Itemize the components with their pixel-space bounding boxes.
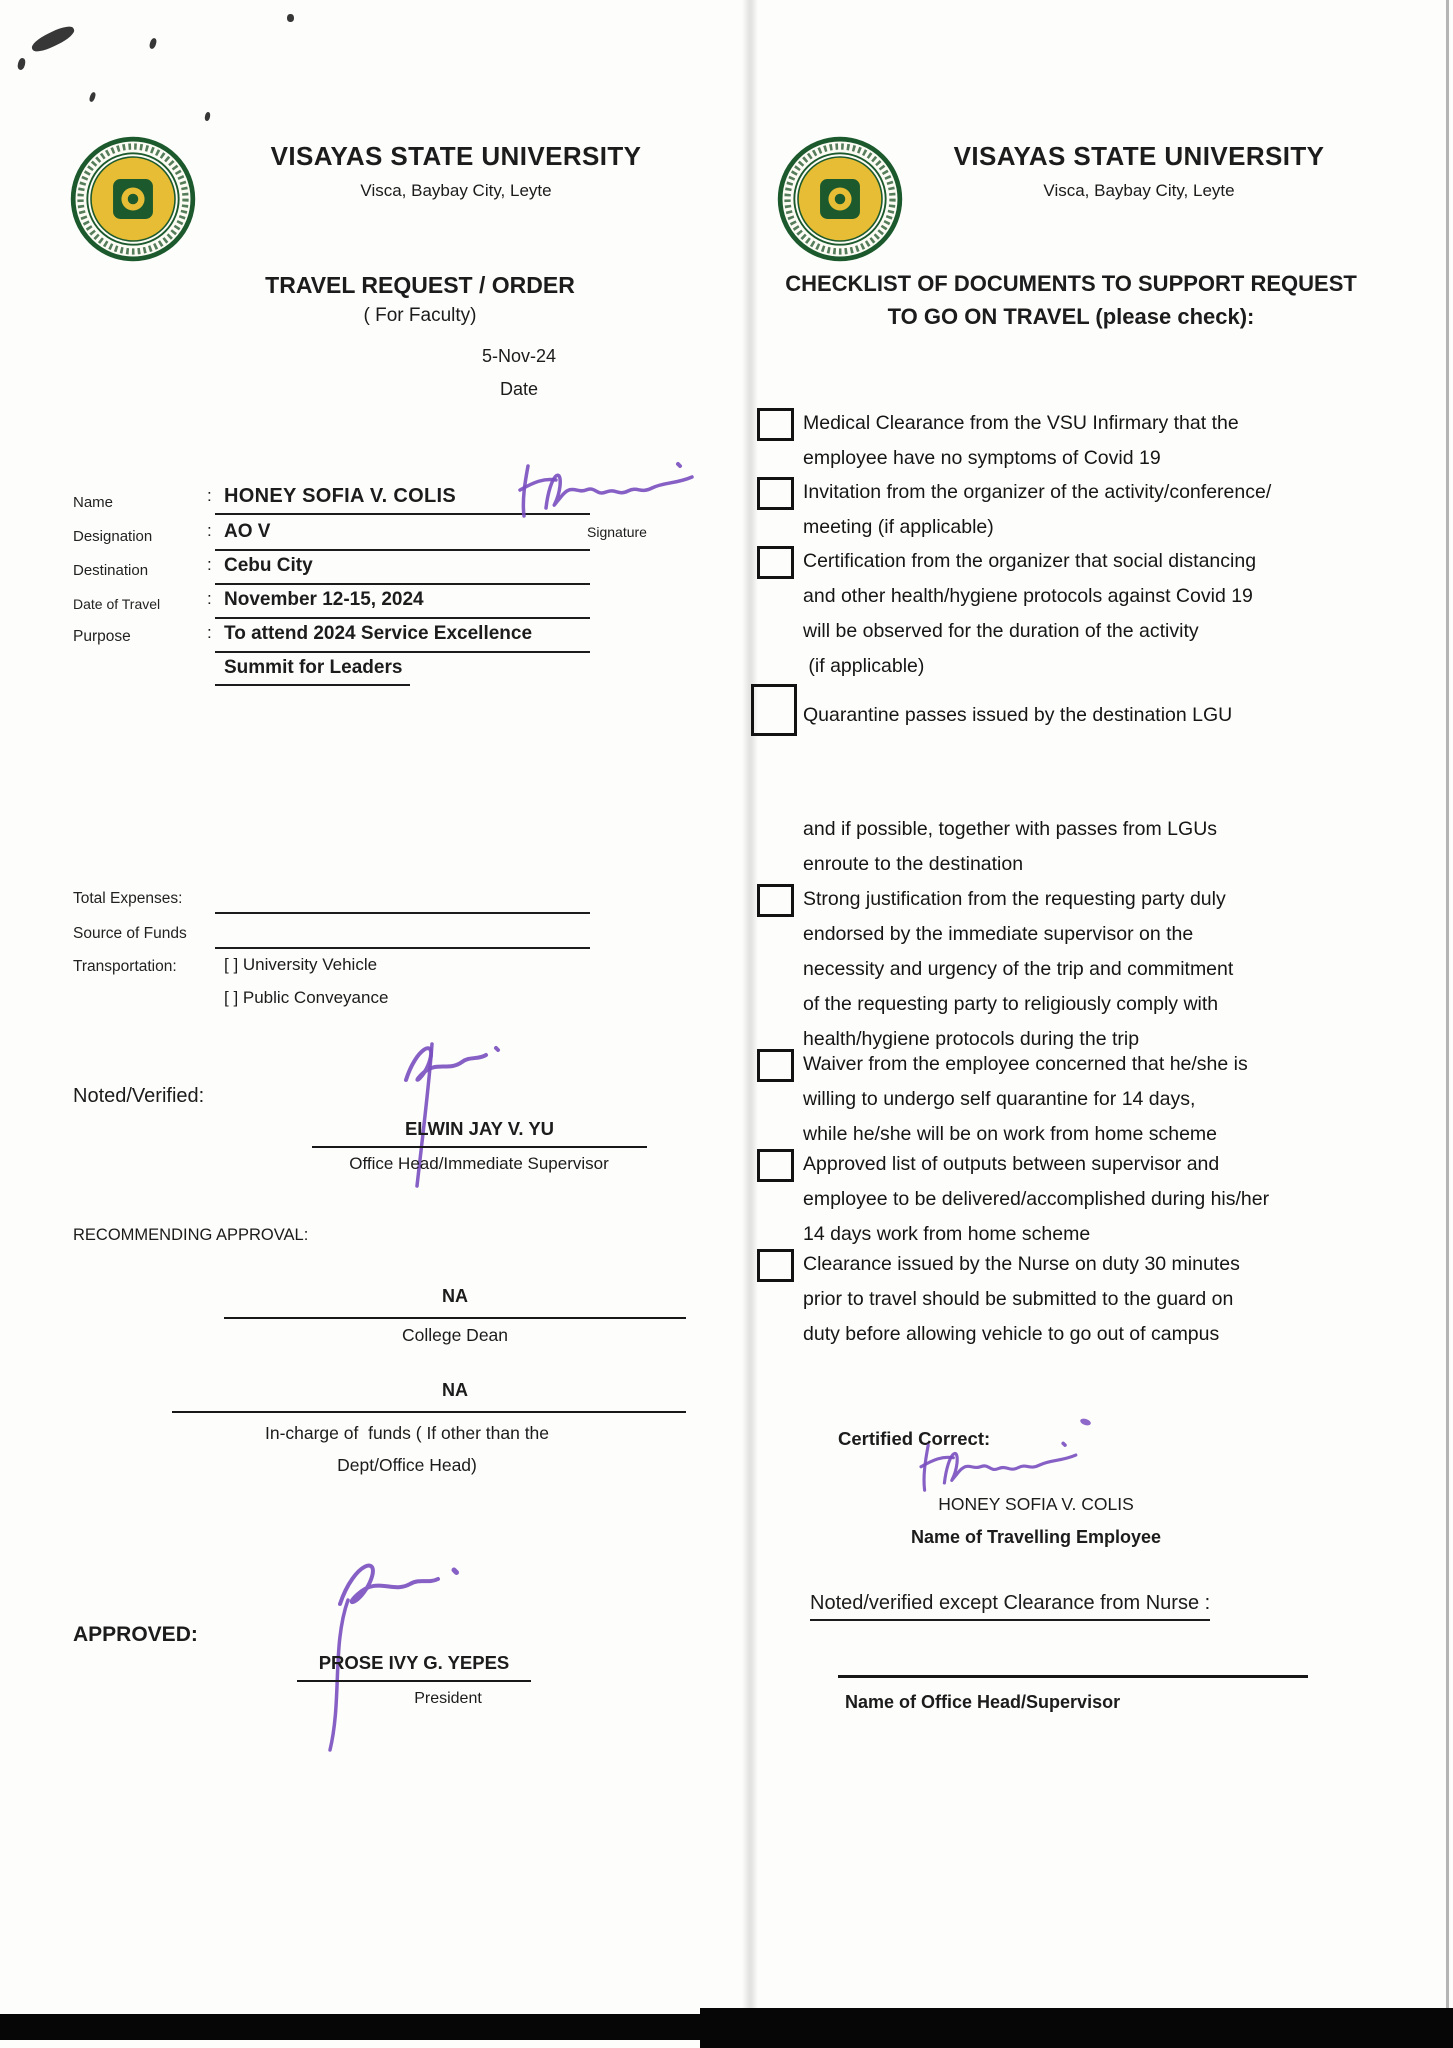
checkbox-certification[interactable]	[757, 546, 794, 579]
scan-artifact	[148, 37, 157, 49]
approved-label: APPROVED:	[73, 1623, 198, 1646]
checklist-item	[803, 1147, 1269, 1252]
scan-artifact	[204, 112, 211, 122]
field-colon: :	[207, 589, 212, 608]
checklist-line: Invitation from the organizer of the activity/conference/	[803, 481, 1272, 503]
checklist-line: meeting (if applicable)	[803, 516, 994, 538]
scan-artifact	[17, 57, 27, 70]
form-title: TRAVEL REQUEST / ORDER	[265, 272, 575, 298]
checklist-item	[803, 1247, 1240, 1352]
checklist-line: willing to undergo self quarantine for 14 days,	[803, 1088, 1196, 1110]
field-colon: :	[207, 555, 212, 574]
checklist-item	[803, 475, 1271, 545]
incharge-funds-role-line1: In-charge of funds ( If other than the	[264, 1423, 550, 1443]
scan-edge-bottom	[700, 2008, 1453, 2048]
approved-role: President	[414, 1690, 482, 1707]
checklist-title-line2: TO GO ON TRAVEL (please check):	[887, 304, 1255, 329]
scan-artifact	[287, 14, 294, 22]
checklist-line: employee have no symptoms of Covid 19	[803, 447, 1161, 469]
checklist-line: prior to travel should be submitted to the guard on	[803, 1288, 1234, 1310]
checklist-line: Waiver from the employee concerned that he/she is	[803, 1053, 1248, 1075]
university-name: VISAYAS STATE UNIVERSITY	[953, 141, 1325, 171]
checklist-line: Certification from the organizer that social distancing	[803, 550, 1257, 572]
total-expenses-label: Total Expenses:	[73, 890, 183, 907]
checkbox-quarantine-passes[interactable]	[751, 684, 797, 736]
checklist-line: Approved list of outputs between supervisor and	[803, 1153, 1220, 1175]
noted-verified-role: Office Head/Immediate Supervisor	[349, 1154, 609, 1173]
checkbox-waiver[interactable]	[757, 1049, 794, 1082]
recommending-approval-label: RECOMMENDING APPROVAL:	[73, 1226, 309, 1244]
signature-caption: Signature	[587, 524, 647, 540]
incharge-funds-value: NA	[442, 1380, 468, 1400]
ink-mark	[1079, 1417, 1091, 1426]
date-label: Date	[499, 379, 539, 399]
certified-correct-label: Certified Correct:	[838, 1428, 991, 1449]
checklist-line: Strong justification from the requesting party duly	[803, 888, 1226, 910]
checklist-line: enroute to the destination	[803, 853, 1024, 875]
field-label-designation: Designation	[73, 528, 153, 545]
incharge-funds-line	[172, 1411, 686, 1413]
checklist-line: health/hygiene protocols during the trip	[803, 1028, 1140, 1050]
field-value-name: HONEY SOFIA V. COLIS	[215, 485, 590, 515]
field-value-purpose-line2: Summit for Leaders	[215, 657, 410, 687]
scan-edge-right	[1446, 0, 1449, 2048]
form-subtitle: ( For Faculty)	[363, 305, 477, 326]
date-value: 5-Nov-24	[481, 346, 557, 366]
field-colon: :	[207, 623, 212, 642]
checklist-line: Clearance issued by the Nurse on duty 30 minutes	[803, 1253, 1240, 1275]
field-label-name: Name	[73, 494, 114, 511]
certified-name: HONEY SOFIA V. COLIS	[938, 1494, 1134, 1514]
checklist-line: duty before allowing vehicle to go out of campus	[803, 1323, 1220, 1345]
university-address: Visca, Baybay City, Leyte	[1043, 181, 1235, 200]
field-value-destination: Cebu City	[215, 555, 590, 585]
checklist-line: endorsed by the immediate supervisor on the	[803, 923, 1194, 945]
checklist-line: will be observed for the duration of the activity	[803, 620, 1199, 642]
noted-verified-label: Noted/Verified:	[73, 1085, 205, 1107]
checklist-line: and other health/hygiene protocols against Covid 19	[803, 585, 1253, 607]
vsu-seal	[777, 136, 903, 262]
noted-except-label: Noted/verified except Clearance from Nurse :	[810, 1592, 1210, 1621]
total-expenses-field[interactable]	[215, 884, 590, 914]
checklist-line: employee to be delivered/accomplished during his/her	[803, 1188, 1270, 1210]
checkbox-nurse-clearance[interactable]	[757, 1249, 794, 1282]
checklist-note	[803, 812, 1217, 882]
scan-artifact	[88, 91, 96, 102]
checklist-line: Quarantine passes issued by the destination LGU	[803, 704, 1233, 726]
checkbox-medical-clearance[interactable]	[757, 408, 794, 441]
noted-except-wrapper	[810, 1592, 1210, 1621]
transport-option-university-vehicle[interactable]: [ ] University Vehicle	[224, 955, 378, 974]
field-value-purpose: To attend 2024 Service Excellence	[215, 623, 590, 653]
college-dean-role: College Dean	[401, 1325, 509, 1345]
field-label-purpose: Purpose	[73, 628, 131, 645]
field-label-destination: Destination	[73, 562, 149, 579]
checklist-item	[803, 882, 1233, 1057]
checkbox-strong-justification[interactable]	[757, 884, 794, 917]
checkbox-approved-outputs[interactable]	[757, 1149, 794, 1182]
college-dean-value: NA	[442, 1286, 468, 1306]
transport-option-public-conveyance[interactable]: [ ] Public Conveyance	[224, 988, 389, 1007]
incharge-funds-role-line2: Dept/Office Head)	[337, 1455, 477, 1475]
approved-name: PROSE IVY G. YEPES	[297, 1652, 531, 1682]
checkbox-invitation[interactable]	[757, 477, 794, 510]
certified-role: Name of Travelling Employee	[910, 1527, 1162, 1547]
signature-honey-colis	[510, 450, 710, 535]
office-head-signature-line[interactable]	[838, 1675, 1308, 1678]
university-name: VISAYAS STATE UNIVERSITY	[270, 141, 642, 171]
checklist-item	[803, 406, 1239, 476]
source-of-funds-field[interactable]	[215, 919, 590, 949]
field-value-designation: AO V	[215, 521, 590, 551]
checklist-title-line1: CHECKLIST OF DOCUMENTS TO SUPPORT REQUEST	[785, 271, 1357, 296]
field-colon: :	[207, 486, 212, 505]
page-seam	[742, 0, 758, 2048]
checklist-line: while he/she will be on work from home scheme	[803, 1123, 1218, 1145]
field-label-date-of-travel: Date of Travel	[73, 596, 161, 612]
checklist-item	[803, 1047, 1248, 1152]
field-value-date-of-travel: November 12-15, 2024	[215, 589, 590, 619]
vsu-seal	[70, 136, 196, 262]
checklist-item	[803, 544, 1256, 684]
checklist-line: and if possible, together with passes from LGUs	[803, 818, 1218, 840]
university-address: Visca, Baybay City, Leyte	[360, 181, 552, 200]
checklist-item	[803, 698, 1232, 733]
field-colon: :	[207, 521, 212, 540]
checklist-line: necessity and urgency of the trip and commitment	[803, 958, 1234, 980]
scan-artifact	[29, 23, 76, 56]
checklist-line: of the requesting party to religiously comply with	[803, 993, 1219, 1015]
source-of-funds-label: Source of Funds	[73, 925, 187, 942]
college-dean-line	[224, 1317, 686, 1319]
checklist-line: 14 days work from home scheme	[803, 1223, 1091, 1245]
transportation-label: Transportation:	[73, 958, 177, 975]
office-head-label: Name of Office Head/Supervisor	[845, 1692, 1121, 1712]
noted-verified-name: ELWIN JAY V. YU	[312, 1118, 647, 1148]
checklist-line: Medical Clearance from the VSU Infirmary that the	[803, 412, 1239, 434]
checklist-line: (if applicable)	[803, 655, 925, 677]
